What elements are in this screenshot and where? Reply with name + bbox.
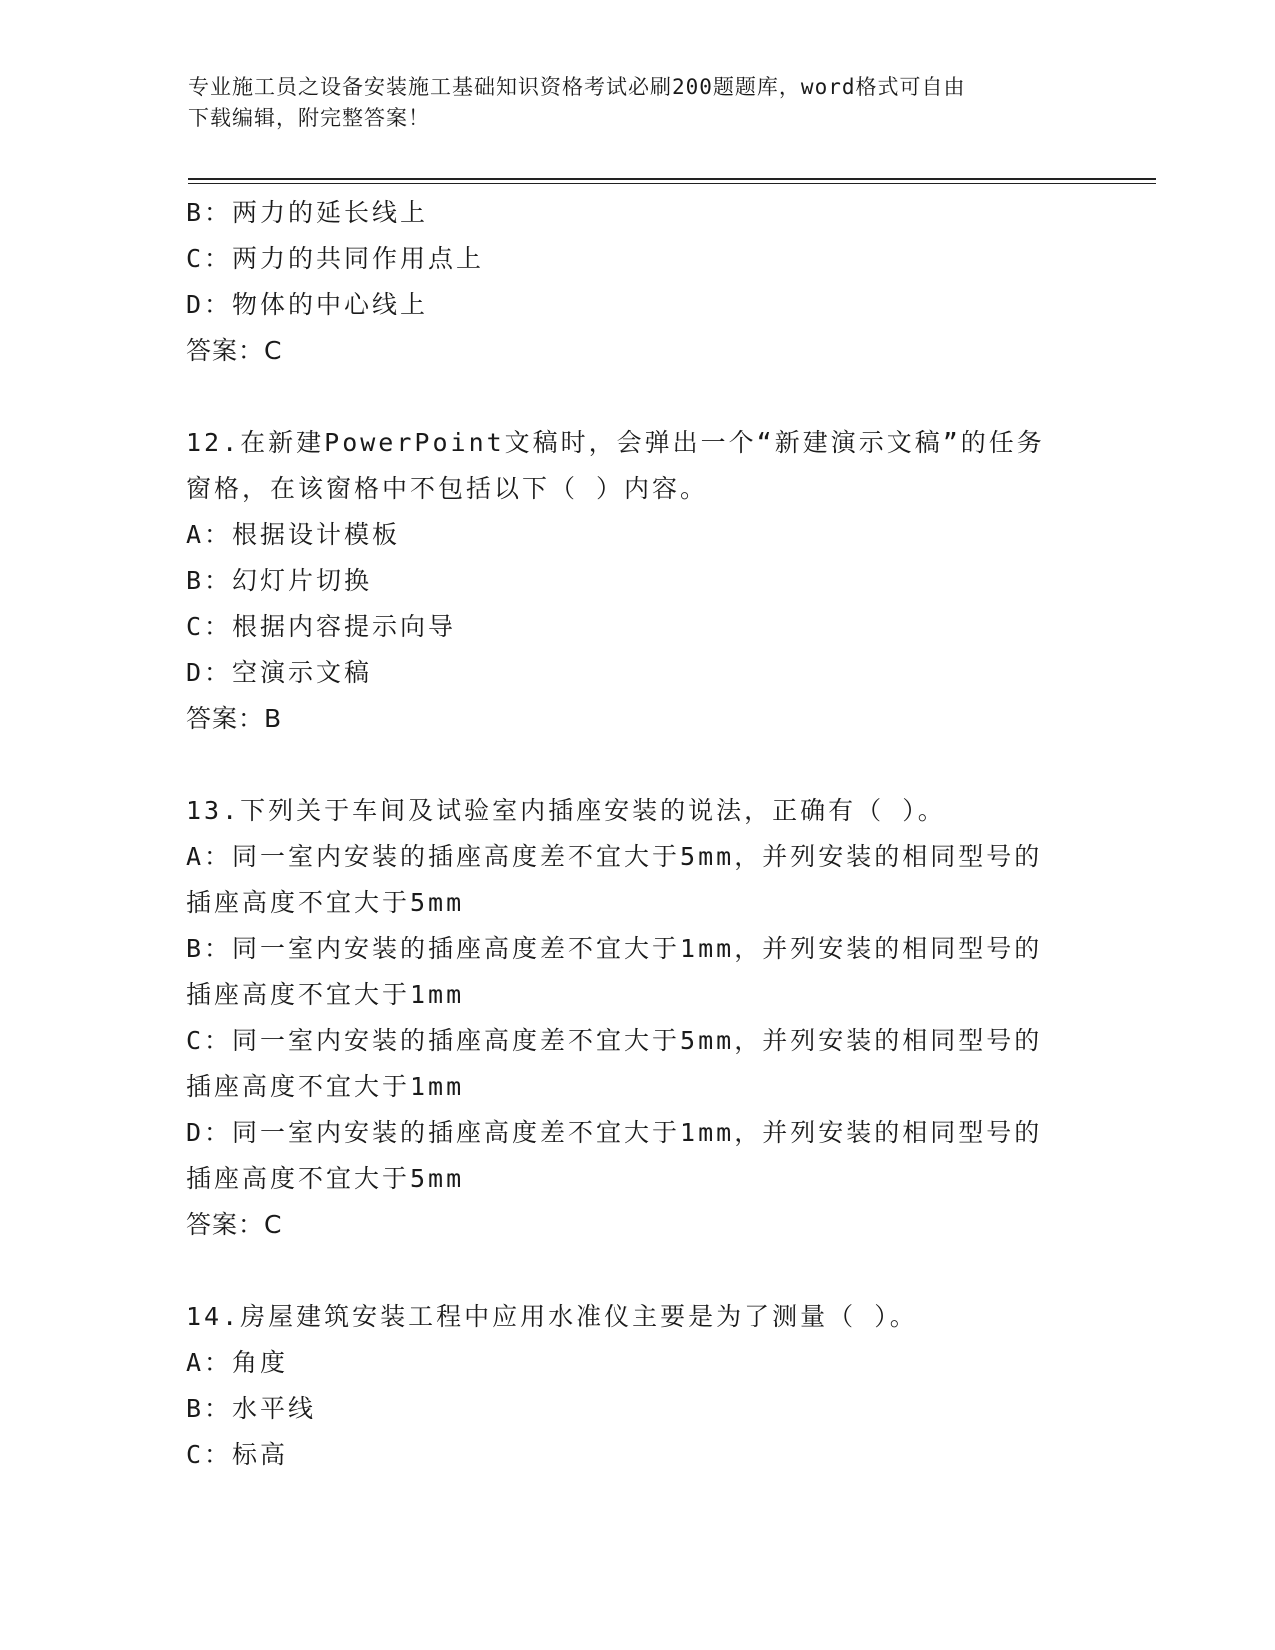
spacer [186, 374, 1086, 420]
option-b: B：幻灯片切换 [186, 566, 373, 595]
question-11 [186, 190, 1086, 374]
answer: 答案：B [186, 704, 283, 733]
spacer [186, 1248, 1086, 1294]
question-stem: 13.下列关于车间及试验室内插座安装的说法，正确有（ ）。 [186, 796, 946, 825]
question-stem-line-1: 12.在新建PowerPoint文稿时，会弹出一个“新建演示文稿”的任务 [186, 428, 1045, 457]
option-c-line-2: 插座高度不宜大于1mm [186, 1072, 465, 1101]
option-a: A：角度 [186, 1348, 289, 1377]
document-header [188, 72, 1088, 134]
answer: 答案：C [186, 1210, 283, 1239]
question-stem: 14.房屋建筑安装工程中应用水准仪主要是为了测量（ ）。 [186, 1302, 918, 1331]
header-divider-thick [188, 178, 1156, 180]
option-d: D：空演示文稿 [186, 658, 373, 687]
option-a-line-2: 插座高度不宜大于5mm [186, 888, 465, 917]
answer: 答案：C [186, 336, 283, 365]
option-c: C：标高 [186, 1440, 289, 1469]
option-c: C：两力的共同作用点上 [186, 244, 485, 273]
question-14 [186, 1294, 1086, 1478]
option-a: A：根据设计模板 [186, 520, 401, 549]
option-b-line-2: 插座高度不宜大于1mm [186, 980, 465, 1009]
option-d: D：物体的中心线上 [186, 290, 429, 319]
option-c: C：根据内容提示向导 [186, 612, 457, 641]
question-stem-line-2: 窗格，在该窗格中不包括以下（ ）内容。 [186, 474, 709, 503]
option-b: B：水平线 [186, 1394, 317, 1423]
question-12 [186, 420, 1086, 742]
option-c-line-1: C：同一室内安装的插座高度差不宜大于5mm，并列安装的相同型号的 [186, 1026, 1043, 1055]
option-a-line-1: A：同一室内安装的插座高度差不宜大于5mm，并列安装的相同型号的 [186, 842, 1043, 871]
question-13 [186, 788, 1086, 1248]
option-b: B：两力的延长线上 [186, 198, 429, 227]
header-line-2: 下载编辑，附完整答案！ [188, 106, 430, 130]
option-d-line-2: 插座高度不宜大于5mm [186, 1164, 465, 1193]
option-b-line-1: B：同一室内安装的插座高度差不宜大于1mm，并列安装的相同型号的 [186, 934, 1043, 963]
header-line-1: 专业施工员之设备安装施工基础知识资格考试必刷200题题库，word格式可自由 [188, 75, 966, 99]
header-divider-thin [188, 183, 1156, 184]
question-list [186, 190, 1086, 1478]
spacer [186, 742, 1086, 788]
option-d-line-1: D：同一室内安装的插座高度差不宜大于1mm，并列安装的相同型号的 [186, 1118, 1043, 1147]
